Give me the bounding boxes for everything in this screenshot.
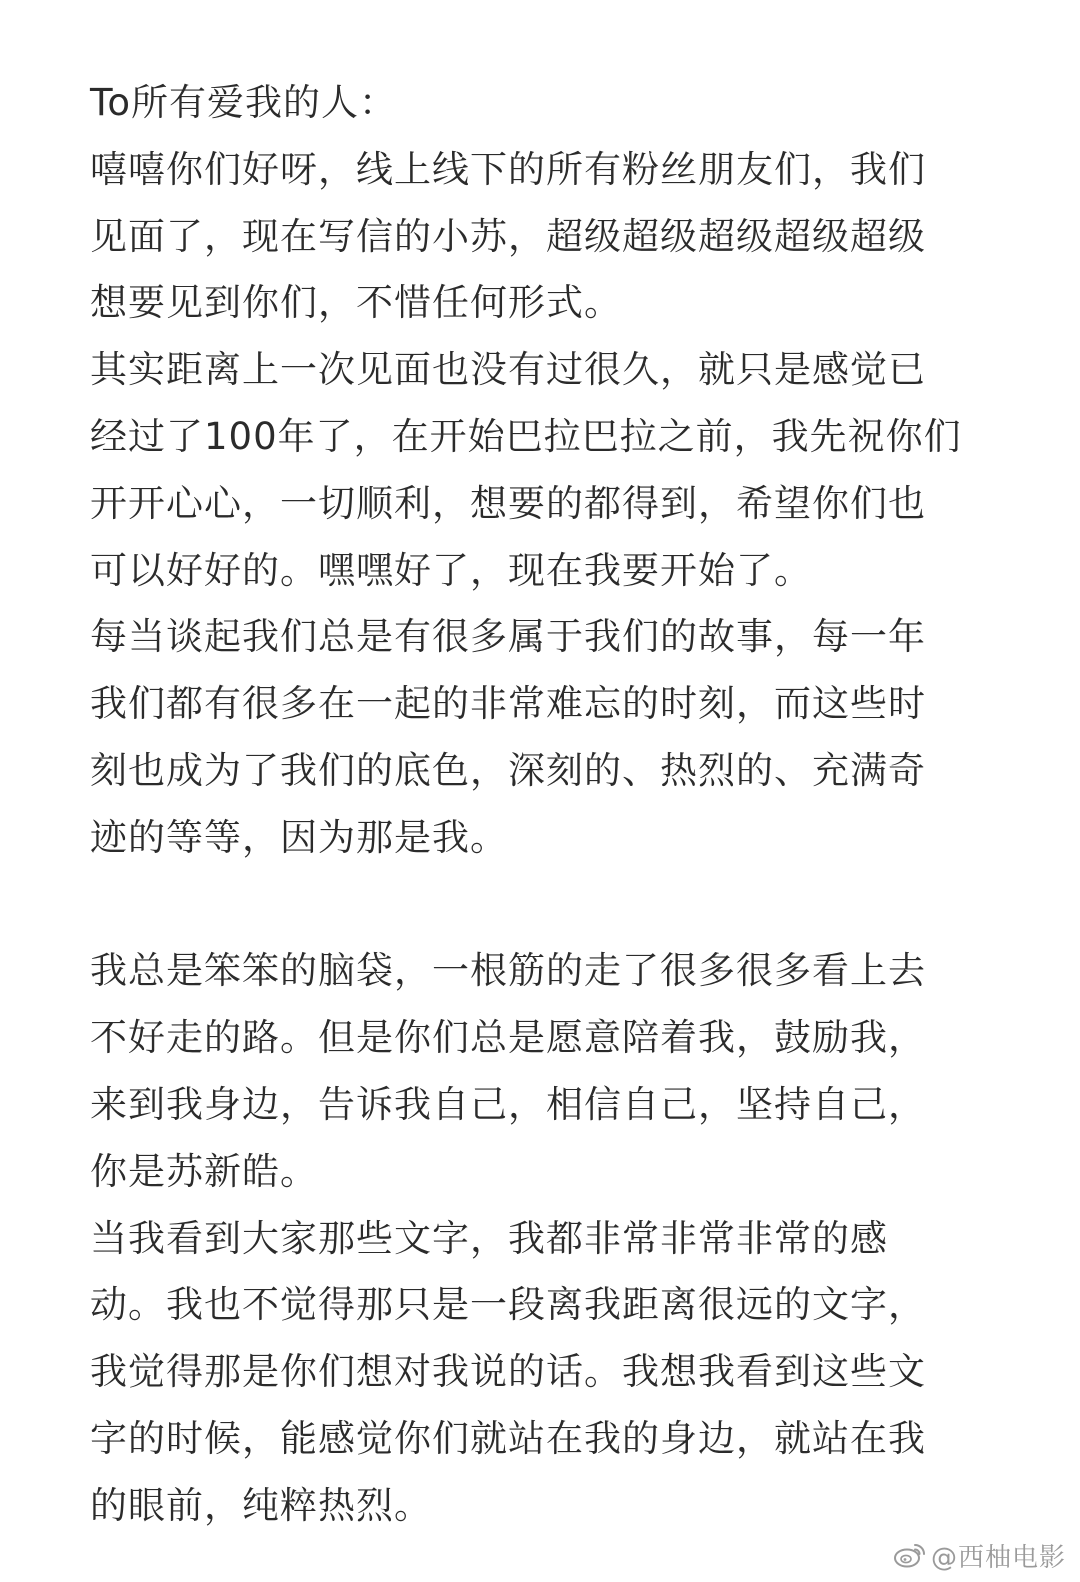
letter-body [90, 70, 990, 1540]
letter-line: 来到我身边，告诉我自己，相信自己，坚持自己， [90, 1082, 926, 1126]
letter-line: 嘻嘻你们好呀，线上线下的所有粉丝朋友们，我们 [90, 147, 926, 191]
letter-line: 见面了，现在写信的小苏，超级超级超级超级超级 [90, 214, 926, 258]
letter-line: 刻也成为了我们的底色，深刻的、热烈的、充满奇 [90, 748, 926, 792]
letter-line: 不好走的路。但是你们总是愿意陪着我，鼓励我， [90, 1016, 926, 1060]
letter-line: 当我看到大家那些文字，我都非常非常非常的感 [90, 1216, 888, 1260]
letter-line: 你是苏新皓。 [90, 1149, 318, 1193]
letter-line: 动。我也不觉得那只是一段离我距离很远的文字， [90, 1283, 926, 1327]
weibo-icon [893, 1541, 927, 1569]
letter-line: 可以好好的。嘿嘿好了，现在我要开始了。 [90, 548, 812, 592]
letter-line: 我总是笨笨的脑袋，一根筋的走了很多很多看上去 [90, 949, 926, 993]
letter-line: 字的时候，能感觉你们就站在我的身边，就站在我 [90, 1416, 926, 1460]
letter-line: 的眼前，纯粹热烈。 [90, 1483, 432, 1527]
letter-line: 其实距离上一次见面也没有过很久，就只是感觉已 [90, 348, 926, 392]
watermark [893, 1538, 1066, 1572]
paragraph-gap [90, 872, 990, 939]
letter-line: 想要见到你们，不惜任何形式。 [90, 281, 622, 325]
letter-line: 开开心心，一切顺利，想要的都得到，希望你们也 [90, 481, 926, 525]
watermark-text: @西柚电影 [930, 1542, 1066, 1573]
letter-line: To所有爱我的人： [90, 81, 397, 124]
letter-line: 经过了100年了，在开始巴拉巴拉之前，我先祝你们 [90, 414, 962, 458]
letter-line: 我觉得那是你们想对我说的话。我想我看到这些文 [90, 1350, 926, 1394]
letter-line: 每当谈起我们总是有很多属于我们的故事，每一年 [90, 615, 926, 659]
letter-line: 迹的等等，因为那是我。 [90, 815, 508, 859]
letter-line: 我们都有很多在一起的非常难忘的时刻，而这些时 [90, 682, 926, 726]
